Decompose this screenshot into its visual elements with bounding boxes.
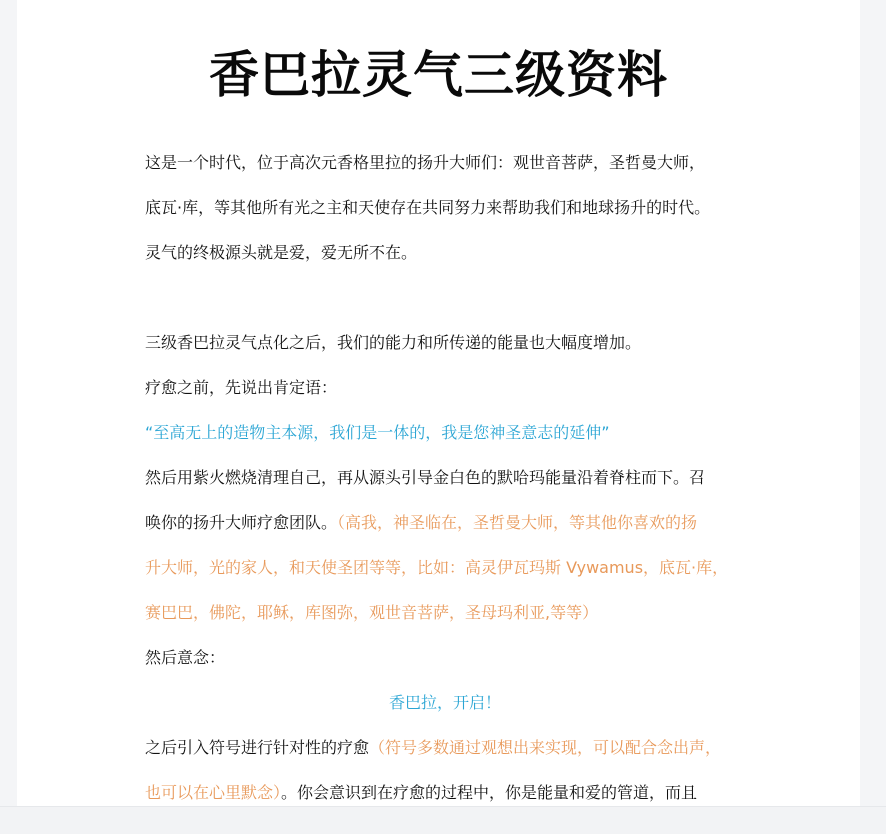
paragraph-intention: 然后意念：: [145, 648, 226, 667]
paragraph-symbols-line-1: [145, 725, 745, 770]
master-list-text-1: （高我，神圣临在，圣哲曼大师，等其他你喜欢的扬: [337, 513, 698, 532]
paragraph-intro-line-3: 灵气的终极源头就是爱，爱无所不在。: [145, 243, 418, 262]
document-page: [17, 0, 860, 806]
summon-team-text: 唤你的扬升大师疗愈团队。: [145, 513, 338, 532]
channel-text: 。你会意识到在疗愈的过程中，你是能量和爱的管道，而且: [281, 783, 698, 802]
bottom-bar: [0, 806, 886, 834]
paragraph-violet-flame-line-2: [145, 500, 745, 545]
paragraph-violet-flame-line-1: 然后用紫火燃烧清理自己，再从源头引导金白色的默哈玛能量沿着脊柱而下。召: [145, 468, 706, 487]
paragraph-symbols-line-2: [145, 770, 745, 806]
paragraph-level-three: 三级香巴拉灵气点化之后，我们的能力和所传递的能量也大幅度增加。: [145, 333, 642, 352]
symbols-text: 之后引入符号进行针对性的疗愈: [145, 738, 370, 757]
master-list-text-2: 升大师，光的家人，和天使圣团等等，比如：高灵伊瓦玛斯 Vywamus，底瓦·库，: [145, 558, 729, 577]
invocation-text: 香巴拉，开启！: [388, 693, 501, 712]
master-list-text-3: 赛巴巴，佛陀，耶稣，库图弥，观世音菩萨，圣母玛利亚,等等）: [145, 603, 599, 622]
paragraph-before-healing: 疗愈之前，先说出肯定语：: [145, 378, 338, 397]
paragraph-intro-line-1: 这是一个时代，位于高次元香格里拉的扬升大师们：观世音菩萨，圣哲曼大师，: [145, 153, 706, 172]
symbols-note-2: 也可以在心里默念）: [145, 783, 282, 802]
page-title: 香巴拉灵气三级资料: [209, 46, 668, 104]
symbols-note-1: （符号多数通过观想出来实现，可以配合念出声，: [369, 738, 722, 757]
affirmation-quote: “至高无上的造物主本源，我们是一体的，我是您神圣意志的延伸”: [145, 423, 610, 442]
paragraph-intro-line-2: 底瓦·库，等其他所有光之主和天使存在共同努力来帮助我们和地球扬升的时代。: [145, 198, 711, 217]
article-body: [145, 140, 745, 806]
paragraph-spacer: [145, 275, 745, 320]
